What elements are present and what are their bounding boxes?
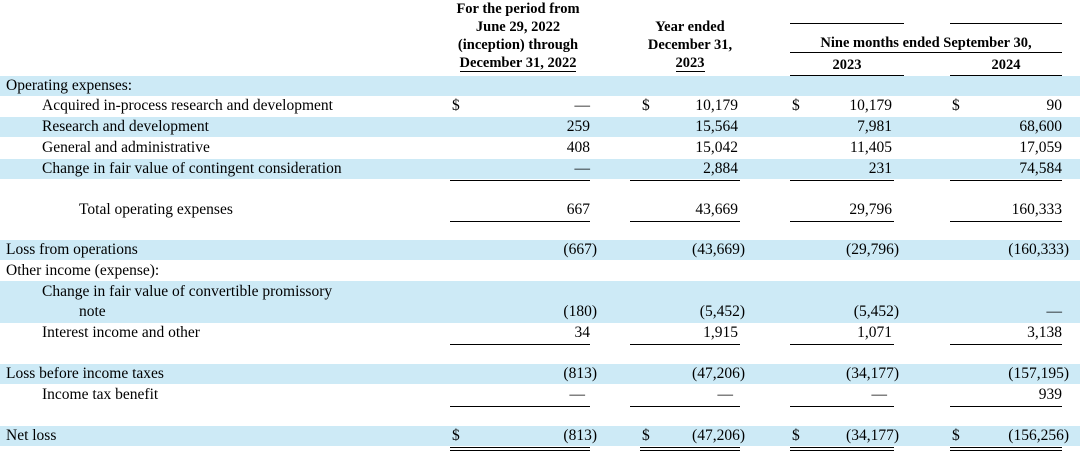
double-rule — [790, 450, 894, 451]
total-rule — [790, 221, 894, 222]
cell-loss-ops-col1: (667) — [563, 241, 597, 258]
dollar-sign: $ — [792, 97, 800, 114]
cell-total-opex-col1: 667 — [566, 201, 590, 218]
header-col4: 2024 — [991, 57, 1021, 73]
total-rule — [950, 406, 1062, 407]
header-col2-line1: Year ended — [655, 19, 725, 35]
cell-rd-col4: 68,600 — [1019, 118, 1062, 135]
cell-net-loss-col2: (47,206) — [692, 427, 745, 444]
total-rule — [950, 221, 1062, 222]
cell-iprd-col1: — — [574, 97, 590, 114]
cell-convertible-col2: (5,452) — [699, 303, 745, 320]
row-label-rd: Research and development — [42, 118, 209, 135]
cell-loss-before-tax-col1: (813) — [563, 365, 597, 382]
cell-net-loss-col1: (813) — [563, 427, 597, 444]
cell-loss-ops-col4: (160,333) — [1008, 241, 1069, 258]
cell-iprd-col4: 90 — [1046, 97, 1062, 114]
cell-loss-before-tax-col4: (157,195) — [1008, 365, 1069, 382]
cell-interest-col2: 1,915 — [703, 324, 738, 341]
cell-convertible-col1: (180) — [563, 303, 597, 320]
cell-tax-benefit-col4: 939 — [1038, 386, 1062, 403]
cell-iprd-col3: 10,179 — [849, 97, 892, 114]
cell-tax-benefit-col2: — — [717, 386, 733, 403]
cell-total-opex-col3: 29,796 — [849, 201, 892, 218]
cell-ga-col2: 15,042 — [695, 139, 738, 156]
cell-contingent-col2: 2,884 — [703, 160, 738, 177]
header-nine-months: Nine months ended September 30, — [790, 34, 1062, 53]
cell-rd-col2: 15,564 — [695, 118, 738, 135]
double-rule — [950, 447, 1062, 448]
cell-loss-before-tax-col2: (47,206) — [692, 365, 745, 382]
header-rule — [790, 23, 904, 24]
dollar-sign: $ — [792, 427, 800, 444]
dollar-sign: $ — [642, 427, 650, 444]
row-label-convertible-line2: note — [79, 303, 106, 320]
header-rule — [950, 75, 1062, 76]
cell-tax-benefit-col1: — — [569, 386, 585, 403]
cell-contingent-col4: 74,584 — [1019, 160, 1062, 177]
total-rule — [790, 406, 894, 407]
double-rule — [790, 447, 894, 448]
double-rule — [950, 450, 1062, 451]
cell-ga-col4: 17,059 — [1019, 139, 1062, 156]
header-col1-line4: December 31, 2022 — [459, 55, 577, 71]
cell-rd-col3: 7,981 — [857, 118, 892, 135]
cell-contingent-col3: 231 — [868, 160, 892, 177]
total-rule — [450, 221, 590, 222]
cell-tax-benefit-col3: — — [871, 386, 887, 403]
header-col1-line2: June 29, 2022 — [475, 19, 561, 35]
row-label-convertible-line1: Change in fair value of convertible promissory — [42, 283, 333, 300]
row-label-interest: Interest income and other — [42, 324, 200, 341]
operating-expenses-heading: Operating expenses: — [6, 77, 133, 94]
subtotal-rule — [790, 180, 894, 181]
row-label-tax-benefit: Income tax benefit — [42, 386, 159, 403]
subtotal-rule — [950, 180, 1062, 181]
dollar-sign: $ — [452, 427, 460, 444]
dollar-sign: $ — [642, 97, 650, 114]
row-label-contingent: Change in fair value of contingent consideration — [42, 160, 342, 177]
dollar-sign: $ — [952, 427, 960, 444]
header-col3: 2023 — [832, 57, 862, 73]
other-income-heading: Other income (expense): — [6, 262, 160, 279]
cell-rd-col1: 259 — [566, 118, 590, 135]
total-rule — [450, 406, 590, 407]
subtotal-rule — [790, 344, 894, 345]
cell-contingent-col1: — — [574, 160, 590, 177]
cell-loss-ops-col3: (29,796) — [846, 241, 899, 258]
cell-convertible-col3: (5,452) — [853, 303, 899, 320]
row-label-loss-before-tax: Loss before income taxes — [6, 365, 164, 382]
dollar-sign: $ — [952, 97, 960, 114]
cell-total-opex-col2: 43,669 — [695, 201, 738, 218]
row-label-net-loss: Net loss — [6, 427, 57, 444]
cell-ga-col3: 11,405 — [849, 139, 892, 156]
header-rule — [950, 23, 1062, 24]
total-rule — [630, 221, 740, 222]
row-label-ga: General and administrative — [42, 139, 210, 156]
subtotal-rule — [450, 180, 590, 181]
row-label-total-opex: Total operating expenses — [79, 201, 233, 218]
cell-total-opex-col4: 160,333 — [1011, 201, 1062, 218]
cell-interest-col1: 34 — [574, 324, 590, 341]
dollar-sign: $ — [452, 97, 460, 114]
header-rule — [790, 75, 904, 76]
cell-loss-ops-col2: (43,669) — [692, 241, 745, 258]
cell-convertible-col4: — — [1046, 303, 1062, 320]
cell-interest-col4: 3,138 — [1027, 324, 1062, 341]
subtotal-rule — [950, 344, 1062, 345]
subtotal-rule — [450, 344, 590, 345]
header-col2-line2: December 31, — [647, 37, 733, 53]
row-label-loss-ops: Loss from operations — [6, 241, 138, 258]
cell-iprd-col2: 10,179 — [695, 97, 738, 114]
cell-ga-col1: 408 — [566, 139, 590, 156]
row-label-iprd: Acquired in-process research and development — [42, 97, 333, 114]
header-col2-line3: 2023 — [675, 55, 705, 71]
subtotal-rule — [630, 344, 740, 345]
double-rule — [450, 447, 590, 448]
double-rule — [450, 450, 590, 451]
cell-net-loss-col4: (156,256) — [1008, 427, 1069, 444]
double-rule — [640, 447, 740, 448]
subtotal-rule — [630, 180, 740, 181]
cell-loss-before-tax-col3: (34,177) — [846, 365, 899, 382]
row-band — [0, 76, 1080, 96]
cell-interest-col3: 1,071 — [857, 324, 892, 341]
total-rule — [630, 406, 740, 407]
header-col1-line1: For the period from — [456, 1, 580, 17]
cell-net-loss-col3: (34,177) — [846, 427, 899, 444]
double-rule — [640, 450, 740, 451]
header-col1-line3: (inception) through — [457, 37, 579, 53]
